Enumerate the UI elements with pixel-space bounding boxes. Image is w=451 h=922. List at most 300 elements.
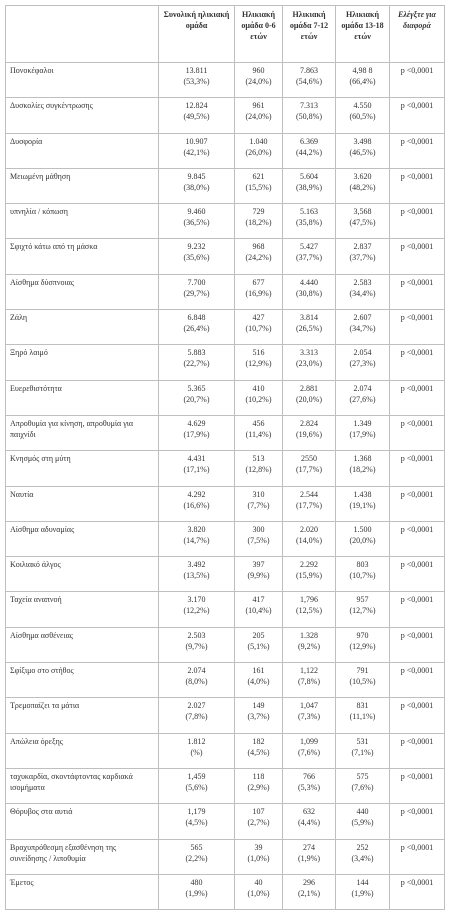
table-row [6,874,445,909]
p-value-cell-value: p <0,0001 [400,242,434,252]
age-13-18-cell-value: 252 [356,842,369,852]
p-value-cell [390,310,445,345]
symptom-cell [6,698,159,733]
age-7-12-cell [283,663,336,698]
age-7-12-cell [283,874,336,909]
symptom-cell-value: Σφίξιμο στο στήθος [10,666,74,676]
p-value-cell [390,345,445,380]
age-13-18-cell-percent: (37,7%) [349,253,376,263]
symptom-cell-value: Θόρυβος στα αυτιά [10,807,73,817]
p-value-cell-value: p <0,0001 [400,489,434,499]
age-0-6-cell-percent: (18,2%) [245,218,272,228]
age-0-6-cell [235,274,283,309]
age-13-18-cell-percent: (34,4%) [349,288,376,298]
age-0-6-cell-value: 961 [252,101,265,111]
age-0-6-cell-value: 205 [252,630,265,640]
age-0-6-cell [235,874,283,909]
symptom-cell-value: Ζάλη [10,313,28,323]
age-7-12-cell-percent: (14,0%) [296,535,322,545]
p-value-cell-value: p <0,0001 [400,313,434,323]
age-13-18-cell-percent: (66,4%) [349,77,376,86]
header-age-7-12: Ηλικιακή ομάδα 7-12 ετών [283,6,336,63]
age-13-18-cell [336,698,390,733]
age-0-6-cell [235,380,283,415]
age-7-12-cell-percent: (23,0%) [296,359,322,369]
age-7-12-cell-value: 5.427 [300,242,318,252]
p-value-cell [390,557,445,592]
age-0-6-cell-value: 1.040 [249,136,268,146]
age-13-18-cell-value: 2.607 [353,313,372,323]
age-0-6-cell-value: 513 [252,454,265,464]
age-13-18-cell-percent: (48,2%) [349,182,376,192]
age-0-6-cell [235,839,283,874]
total-cell-percent: (%) [190,747,203,757]
total-cell-value: 3.820 [187,524,206,534]
age-0-6-cell-percent: (10,4%) [245,606,272,616]
p-value-cell [390,451,445,486]
total-cell-value: 5.365 [187,383,206,393]
age-7-12-cell-percent: (54,6%) [296,77,322,86]
p-value-cell-value: p <0,0001 [400,771,434,781]
age-13-18-cell-percent: (27,3%) [349,359,376,369]
table-row [6,839,445,874]
age-7-12-cell [283,98,336,133]
age-7-12-cell-percent: (5,3%) [298,782,320,792]
age-7-12-cell-percent: (20,0%) [296,394,322,404]
total-cell-percent: (35,6%) [183,253,210,263]
age-7-12-cell [283,415,336,450]
table-row [6,239,445,274]
symptom-cell [6,451,159,486]
age-13-18-cell-percent: (18,2%) [349,465,376,475]
total-cell-percent: (20,7%) [183,394,210,404]
total-cell [159,627,235,662]
age-7-12-cell-percent: (44,2%) [296,147,322,157]
total-cell-percent: (42,1%) [183,147,210,157]
symptom-cell-value: Αίσθημα δύσπνοιας [10,277,74,287]
age-13-18-cell-percent: (20,0%) [349,535,376,545]
total-cell [159,310,235,345]
total-cell [159,557,235,592]
p-value-cell-value: p <0,0001 [400,66,434,75]
total-cell [159,698,235,733]
age-13-18-cell-percent: (5,9%) [351,818,374,828]
age-13-18-cell-value: 3.620 [353,171,372,181]
total-cell-value: 3.492 [187,560,206,570]
symptom-cell-value: υπνηλία / κόπωση [10,207,68,217]
total-cell-value: 1,459 [187,771,206,781]
table-body [6,63,445,910]
symptom-cell-value: Αίσθημα ασθένειας [10,630,73,640]
table-row [6,133,445,168]
age-0-6-cell-percent: (7,5%) [247,535,270,545]
age-7-12-cell-value: 4.440 [300,277,318,287]
age-0-6-cell-value: 300 [252,524,265,534]
age-7-12-cell [283,63,336,98]
age-0-6-cell-percent: (12,9%) [245,359,272,369]
p-value-cell [390,592,445,627]
symptom-cell-value: Ξηρό λαιμό [10,348,48,358]
total-cell [159,168,235,203]
age-0-6-cell-percent: (2,7%) [247,818,270,828]
age-7-12-cell-percent: (19,6%) [296,429,322,439]
p-value-cell [390,663,445,698]
p-value-cell [390,768,445,803]
age-13-18-cell-percent: (27,6%) [349,394,376,404]
header-test: Ελέγξτε για διαφορά [390,6,445,63]
p-value-cell-value: p <0,0001 [400,807,434,817]
table-row [6,63,445,98]
age-0-6-cell-percent: (12,8%) [245,465,272,475]
p-value-cell [390,627,445,662]
table-row [6,733,445,768]
age-13-18-cell [336,380,390,415]
age-13-18-cell [336,486,390,521]
p-value-cell-value: p <0,0001 [400,701,434,711]
header-symptom [6,6,159,63]
age-7-12-cell [283,733,336,768]
age-7-12-cell [283,768,336,803]
total-cell-value: 565 [190,842,203,852]
age-13-18-cell-value: 2.054 [353,348,372,358]
age-7-12-cell-value: 3.313 [300,348,318,358]
age-0-6-cell-value: 677 [252,277,265,287]
age-13-18-cell-value: 803 [356,560,369,570]
total-cell-value: 5.883 [187,348,206,358]
p-value-cell-value: p <0,0001 [400,524,434,534]
age-13-18-cell [336,874,390,909]
age-0-6-cell-value: 310 [252,489,265,499]
table-row [6,274,445,309]
symptom-cell [6,486,159,521]
age-13-18-cell [336,557,390,592]
p-value-cell [390,874,445,909]
age-0-6-cell-percent: (2,9%) [247,782,270,792]
symptom-cell-value: Έμετος [10,877,34,887]
age-7-12-cell-percent: (1,9%) [298,853,320,863]
age-13-18-cell [336,627,390,662]
age-13-18-cell-value: 4,98 8 [352,66,373,75]
p-value-cell [390,804,445,839]
symptom-cell-value: Μειωμένη μάθηση [10,171,71,181]
table-row [6,98,445,133]
total-cell [159,804,235,839]
symptom-cell-value: Απροθυμία για κίνηση, απροθυμία για παιχνίδι [10,418,134,439]
age-7-12-cell [283,204,336,239]
total-cell-value: 2.027 [187,701,206,711]
age-7-12-cell [283,345,336,380]
age-13-18-cell-percent: (46,5%) [349,147,376,157]
total-cell [159,521,235,556]
age-13-18-cell [336,839,390,874]
header-age-0-6: Ηλικιακή ομάδα 0-6 ετών [235,6,283,63]
table-row [6,768,445,803]
age-13-18-cell-percent: (19,1%) [349,500,376,510]
symptom-cell [6,168,159,203]
age-13-18-cell [336,592,390,627]
symptom-cell [6,768,159,803]
age-13-18-cell [336,415,390,450]
age-7-12-cell [283,310,336,345]
age-7-12-cell-value: 1,099 [300,736,318,746]
age-7-12-cell-value: 1.328 [300,630,318,640]
age-0-6-cell-value: 161 [252,666,265,676]
age-7-12-cell-value: 2550 [301,454,317,464]
age-7-12-cell [283,557,336,592]
p-value-cell-value: p <0,0001 [400,101,434,111]
p-value-cell-value: p <0,0001 [400,277,434,287]
symptom-cell-value: Πονοκέφαλοι [10,66,54,75]
age-7-12-cell [283,698,336,733]
total-cell-percent: (5,6%) [185,782,208,792]
symptom-cell-value: Δυσφορία [10,136,43,146]
age-0-6-cell-percent: (24,2%) [245,253,272,263]
p-value-cell [390,486,445,521]
symptom-cell-value: Ευερεθιστότητα [10,383,62,393]
total-cell [159,63,235,98]
total-cell-value: 9.232 [187,242,206,252]
header-total: Συνολική ηλικιακή ομάδα [159,6,235,63]
total-cell-percent: (13,5%) [183,571,210,581]
p-value-cell [390,839,445,874]
p-value-cell [390,698,445,733]
age-0-6-cell-value: 456 [252,418,265,428]
p-value-cell [390,274,445,309]
age-7-12-cell-value: 2.544 [300,489,318,499]
p-value-cell [390,521,445,556]
symptom-cell-value: Βραχυπρόθεσμη εξασθένηση της συνείδησης / λιποθυμία [10,842,117,863]
age-0-6-cell-percent: (10,7%) [245,324,272,334]
age-7-12-cell [283,627,336,662]
symptom-cell [6,521,159,556]
age-0-6-cell-percent: (5,1%) [247,641,270,651]
age-7-12-cell-percent: (26,5%) [296,324,322,334]
p-value-cell [390,63,445,98]
total-cell-percent: (53,3%) [183,77,210,86]
age-13-18-cell-value: 2.583 [353,277,372,287]
age-13-18-cell-percent: (10,5%) [349,677,376,687]
p-value-cell-value: p <0,0001 [400,207,434,217]
age-0-6-cell-value: 417 [252,595,265,605]
p-value-cell [390,239,445,274]
age-0-6-cell [235,521,283,556]
age-13-18-cell-value: 531 [356,736,369,746]
age-13-18-cell [336,733,390,768]
p-value-cell-value: p <0,0001 [400,136,434,146]
p-value-cell-value: p <0,0001 [400,666,434,676]
age-13-18-cell-value: 957 [356,595,369,605]
age-7-12-cell-value: 1,047 [300,701,318,711]
total-cell [159,839,235,874]
total-cell [159,133,235,168]
age-7-12-cell [283,168,336,203]
table-row [6,486,445,521]
p-value-cell [390,204,445,239]
total-cell-percent: (7,8%) [185,712,208,722]
age-0-6-cell [235,239,283,274]
age-13-18-cell [336,204,390,239]
age-13-18-cell-percent: (34,7%) [349,324,376,334]
age-13-18-cell [336,768,390,803]
age-13-18-cell-percent: (12,9%) [349,641,376,651]
symptom-cell [6,380,159,415]
age-7-12-cell-percent: (50,8%) [296,112,322,122]
age-13-18-cell-percent: (3,4%) [351,853,374,863]
table-row [6,592,445,627]
age-13-18-cell-percent: (17,9%) [349,429,376,439]
age-0-6-cell-percent: (7,7%) [247,500,270,510]
age-7-12-cell [283,451,336,486]
age-7-12-cell-value: 5.604 [300,171,318,181]
table-row [6,204,445,239]
age-0-6-cell-percent: (1,0%) [247,853,270,863]
total-cell-value: 3.170 [187,595,206,605]
total-cell-percent: (22,7%) [183,359,210,369]
age-13-18-cell-value: 1.349 [353,418,372,428]
age-7-12-cell-value: 5.163 [300,207,318,217]
age-13-18-cell-value: 1.500 [353,524,372,534]
age-7-12-cell-percent: (9,2%) [298,641,320,651]
table-row [6,415,445,450]
age-0-6-cell-value: 107 [252,807,265,817]
age-0-6-cell-value: 182 [252,736,265,746]
p-value-cell-value: p <0,0001 [400,560,434,570]
age-7-12-cell-value: 7.863 [300,66,318,75]
total-cell-percent: (4,5%) [185,818,208,828]
symptom-cell [6,557,159,592]
table-row [6,310,445,345]
age-0-6-cell-percent: (24,0%) [245,77,272,86]
age-13-18-cell [336,804,390,839]
age-0-6-cell [235,557,283,592]
total-cell [159,874,235,909]
total-cell-percent: (17,1%) [183,465,210,475]
age-0-6-cell [235,451,283,486]
total-cell-percent: (17,9%) [183,429,210,439]
total-cell [159,592,235,627]
total-cell-value: 2.503 [187,630,206,640]
total-cell-percent: (1,9%) [185,888,208,898]
age-7-12-cell-percent: (4,4%) [298,818,320,828]
total-cell-value: 13.811 [185,66,208,75]
age-13-18-cell-value: 1.438 [353,489,372,499]
age-7-12-cell [283,239,336,274]
total-cell [159,415,235,450]
total-cell [159,380,235,415]
total-cell [159,451,235,486]
age-7-12-cell-value: 2.020 [300,524,318,534]
total-cell-percent: (16,6%) [183,500,210,510]
age-0-6-cell [235,592,283,627]
age-0-6-cell [235,63,283,98]
age-0-6-cell [235,98,283,133]
total-cell [159,274,235,309]
age-0-6-cell-value: 621 [252,171,265,181]
age-0-6-cell [235,486,283,521]
symptom-cell [6,133,159,168]
age-0-6-cell-percent: (16,9%) [245,288,272,298]
p-value-cell-value: p <0,0001 [400,171,434,181]
age-0-6-cell-value: 968 [252,242,265,252]
p-value-cell-value: p <0,0001 [400,595,434,605]
total-cell-value: 9.460 [187,207,206,217]
age-13-18-cell [336,133,390,168]
total-cell [159,239,235,274]
age-7-12-cell [283,274,336,309]
table-row [6,521,445,556]
symptom-cell-value: Σφιχτό κάτω από τη μάσκα [10,242,98,252]
header-row [6,6,445,63]
age-7-12-cell [283,521,336,556]
age-7-12-cell-percent: (15,9%) [296,571,322,581]
age-0-6-cell [235,345,283,380]
total-cell-value: 6.848 [187,313,206,323]
total-cell [159,345,235,380]
table-row [6,663,445,698]
total-cell-value: 2.074 [187,666,206,676]
age-7-12-cell-value: 766 [303,771,315,781]
age-7-12-cell-percent: (17,7%) [296,465,322,475]
symptom-cell [6,98,159,133]
p-value-cell-value: p <0,0001 [400,418,434,428]
age-0-6-cell-value: 39 [254,842,263,852]
total-cell [159,486,235,521]
age-7-12-cell-value: 2.824 [300,418,318,428]
age-7-12-cell-value: 1,122 [300,666,318,676]
total-cell-percent: (12,2%) [183,606,210,616]
age-13-18-cell [336,98,390,133]
symptom-cell-value: Κοιλιακό άλγος [10,560,61,570]
total-cell-value: 1.812 [187,736,206,746]
age-13-18-cell-value: 970 [356,630,369,640]
age-13-18-cell-value: 144 [356,877,369,887]
age-7-12-cell-percent: (12,5%) [296,606,322,616]
symptom-cell [6,415,159,450]
symptom-cell [6,804,159,839]
total-cell-percent: (2,2%) [185,853,208,863]
age-13-18-cell-percent: (47,5%) [349,218,376,228]
table-row [6,557,445,592]
p-value-cell [390,380,445,415]
age-7-12-cell [283,804,336,839]
p-value-cell-value: p <0,0001 [400,630,434,640]
symptom-cell-value: Ταχεία αναπνοή [10,595,62,605]
age-13-18-cell-percent: (12,7%) [349,606,376,616]
age-0-6-cell [235,133,283,168]
age-0-6-cell-percent: (4,0%) [247,677,270,687]
total-cell-percent: (36,5%) [183,218,210,228]
total-cell [159,663,235,698]
symptom-cell-value: Ναυτία [10,489,34,499]
age-7-12-cell-value: 2.292 [300,560,318,570]
age-7-12-cell-percent: (7,3%) [298,712,320,722]
total-cell-value: 4.431 [187,454,206,464]
age-0-6-cell-percent: (9,9%) [247,571,270,581]
age-13-18-cell-percent: (11,1%) [349,712,376,722]
age-0-6-cell-value: 960 [252,66,265,75]
p-value-cell-value: p <0,0001 [400,877,434,887]
age-0-6-cell [235,663,283,698]
total-cell [159,204,235,239]
table-row [6,804,445,839]
age-13-18-cell [336,239,390,274]
age-0-6-cell [235,627,283,662]
symptom-cell [6,733,159,768]
age-7-12-cell-value: 632 [303,807,315,817]
age-7-12-cell [283,839,336,874]
age-0-6-cell [235,415,283,450]
p-value-cell [390,415,445,450]
